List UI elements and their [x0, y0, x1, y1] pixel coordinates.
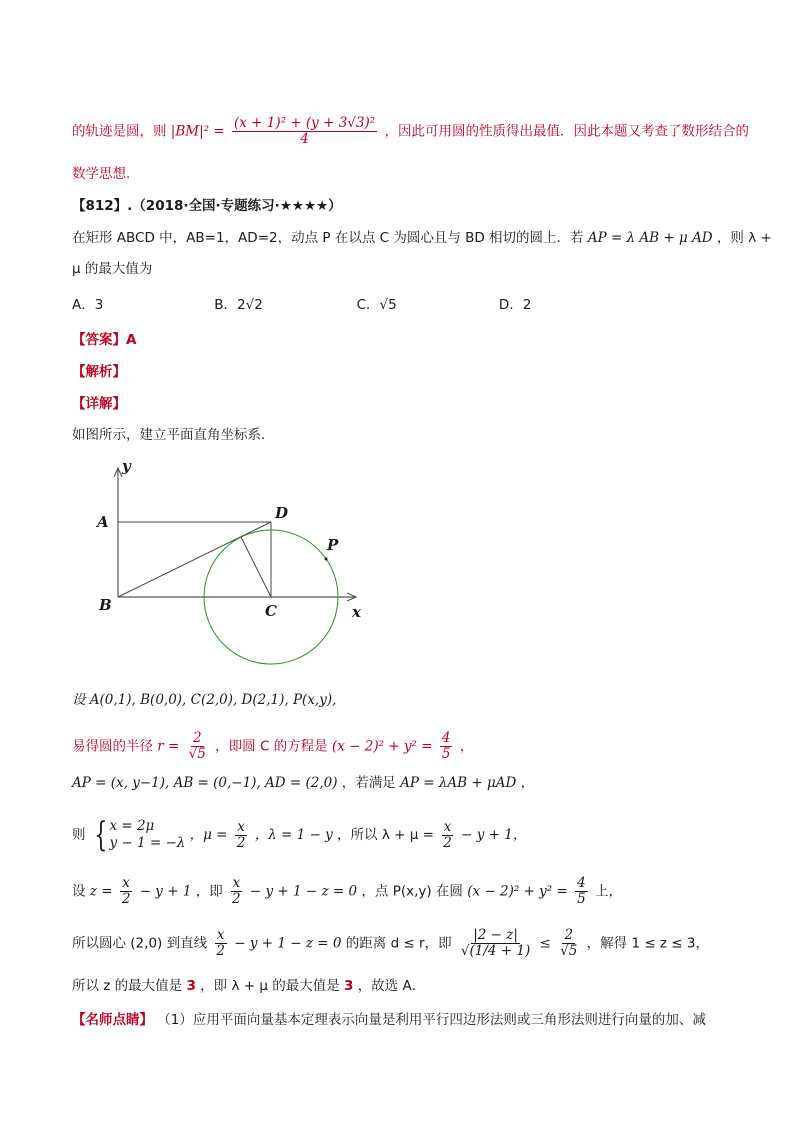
sum-numerator: x [443, 818, 452, 835]
answer-label: 【答案】A [72, 332, 137, 348]
equals-sign: = [213, 123, 225, 140]
z-denominator: 2 [121, 891, 131, 907]
label-x: x [352, 603, 361, 621]
point-p [325, 558, 328, 561]
z-point-text: ，点 P(x,y) 在圆 [361, 883, 463, 900]
radius-mid-text: ，即圆 C 的方程是 [215, 738, 328, 755]
z2-fraction [230, 876, 243, 907]
teacher-note [72, 1010, 706, 1030]
distance-end: ，解得 1 ≤ z ≤ 3， [586, 935, 709, 952]
label-b: B [99, 596, 112, 614]
z-circle-numerator: 4 [577, 875, 586, 891]
distance-mid-text: 的距离 d ≤ r，即 [345, 935, 452, 952]
mu-numerator: x [237, 818, 245, 835]
system-rows [109, 818, 185, 852]
option-b[interactable]: B．2√2 [214, 297, 263, 313]
conclusion-value-2: 3 [344, 978, 354, 994]
teacher-note-label: 【名师点睛】 [72, 1012, 153, 1028]
distance-rhs-denominator: √5 [560, 943, 578, 959]
sum-lhs: ，所以 λ + μ = [337, 827, 434, 843]
z-fraction [120, 876, 133, 907]
radius-numerator: 2 [192, 730, 202, 746]
analysis-label: 【解析】 [72, 364, 126, 380]
system-row-2: y − 1 = −λ [109, 835, 186, 851]
problem-vector-expression: AP = λ AB + μ AD [587, 230, 713, 246]
z-numerator: x [122, 875, 130, 891]
circle-end: ， [459, 738, 474, 755]
radius-text: 易得圆的半径 [72, 738, 153, 755]
radius-segment [241, 537, 271, 597]
conclusion-value-1: 3 [186, 978, 196, 994]
intro-line-1 [72, 116, 749, 147]
vectors-mid-text: ，若满足 [341, 775, 396, 791]
label-c: C [265, 602, 277, 620]
label-a: A [97, 513, 109, 531]
solution-distance [72, 928, 709, 959]
z-mid-text: ，即 [195, 883, 223, 900]
problem-text-1a: 在矩形 ABCD 中，AB=1，AD=2，动点 P 在以点 C 为圆心且与 BD 相切的圆上．若 [72, 230, 584, 246]
distance-line-numerator: x [216, 927, 225, 943]
intro-fraction [232, 116, 377, 147]
z-lhs: z = [89, 883, 113, 900]
less-equal-sign: ≤ [539, 935, 551, 952]
z-pre-text: 设 [72, 883, 86, 900]
label-p: P [327, 536, 339, 554]
z-circle-fraction [575, 876, 588, 907]
vectors-end: ， [520, 775, 535, 791]
intro-text-1: 的轨迹是圆，则 [72, 123, 167, 140]
circle-equation-lhs: (x − 2)² + y² = [331, 738, 433, 755]
option-c[interactable]: C．√5 [356, 297, 397, 313]
distance-line-rhs: − y + 1 − z = 0 [234, 935, 342, 952]
detail-label: 【详解】 [72, 396, 126, 412]
distance-denominator: √(1/4 + 1) [460, 943, 531, 959]
radius-denominator: √5 [188, 746, 206, 762]
distance-rhs-fraction [558, 928, 579, 959]
then-text: 则 [72, 827, 86, 843]
distance-fraction [459, 928, 532, 959]
intro-line-2: 数学思想． [72, 166, 140, 182]
intro-fraction-numerator: (x + 1)² + (y + 3√3)² [233, 115, 376, 131]
mu-lhs: ，μ = [189, 827, 228, 843]
z-circle-lhs: (x − 2)² + y² = [467, 883, 568, 900]
problem-text-1 [72, 228, 772, 248]
sum-rhs: − y + 1， [461, 827, 527, 843]
z-circle-denominator: 5 [577, 891, 586, 907]
coordinate-diagram [90, 455, 380, 677]
z-rhs: − y + 1 [139, 883, 192, 900]
distance-rhs-numerator: 2 [564, 927, 574, 943]
sum-fraction [441, 820, 454, 851]
option-d[interactable]: D．2 [498, 297, 532, 313]
lambda-expression: ，λ = 1 − y [254, 827, 333, 843]
vectors-expression: AP = (x, y−1), AB = (0,−1), AD = (2,0) [72, 775, 338, 791]
radius-lhs: r = [157, 738, 180, 755]
z2-numerator: x [232, 875, 241, 891]
mu-denominator: 2 [236, 834, 246, 851]
sum-denominator: 2 [443, 834, 452, 851]
solution-system [72, 815, 527, 855]
solution-vectors [72, 773, 534, 793]
problem-text-2: μ 的最大值为 [72, 261, 153, 277]
label-d: D [275, 504, 289, 522]
solution-conclusion [72, 976, 425, 996]
teacher-note-text: （1）应用平面向量基本定理表示向量是利用平行四边形法则或三角形法则进行向量的加、减 [157, 1012, 706, 1028]
circle-fraction [440, 731, 453, 762]
solution-z [72, 876, 622, 907]
radius-fraction [187, 731, 208, 762]
vectors-equation: AP = λAB + μAD [400, 775, 517, 791]
equation-system [90, 815, 186, 855]
z-end: 上， [595, 883, 622, 900]
intro-text-2: ，因此可用圆的性质得出最值．因此本题又考查了数形结合的 [384, 123, 749, 140]
z2-rhs: − y + 1 − z = 0 [249, 883, 358, 900]
solution-coords: 设 A(0,1), B(0,0), C(2,0), D(2,1), P(x,y), [72, 692, 337, 708]
distance-pre-text: 所以圆心 (2,0) 到直线 [72, 935, 208, 952]
z2-denominator: 2 [232, 891, 241, 907]
conclusion-end: ，故选 A． [357, 978, 426, 994]
distance-numerator: |2 − z| [473, 927, 518, 943]
label-y: y [122, 457, 131, 475]
distance-line-fraction [214, 928, 227, 959]
problem-options [72, 295, 637, 315]
problem-text-1b: ，则 λ + [716, 230, 772, 246]
problem-header: 【812】.（2018·全国·专题练习·★★★★） [72, 198, 342, 214]
mu-fraction [235, 820, 248, 851]
diagonal-bd [118, 522, 271, 597]
conclusion-mid: ，即 λ + μ 的最大值是 [200, 978, 340, 994]
system-row-1: x = 2μ [109, 818, 155, 834]
circle-denominator: 5 [441, 746, 451, 762]
circle-numerator: 4 [441, 730, 451, 746]
option-a[interactable]: A．3 [72, 297, 104, 313]
distance-line-denominator: 2 [216, 943, 225, 959]
bm-expression: |BM|² [170, 123, 210, 140]
conclusion-pre: 所以 z 的最大值是 [72, 978, 183, 994]
intro-fraction-denominator: 4 [300, 131, 309, 147]
solution-radius [72, 731, 473, 762]
brace: { [94, 815, 108, 855]
solution-line-1: 如图所示，建立平面直角坐标系． [72, 427, 275, 443]
